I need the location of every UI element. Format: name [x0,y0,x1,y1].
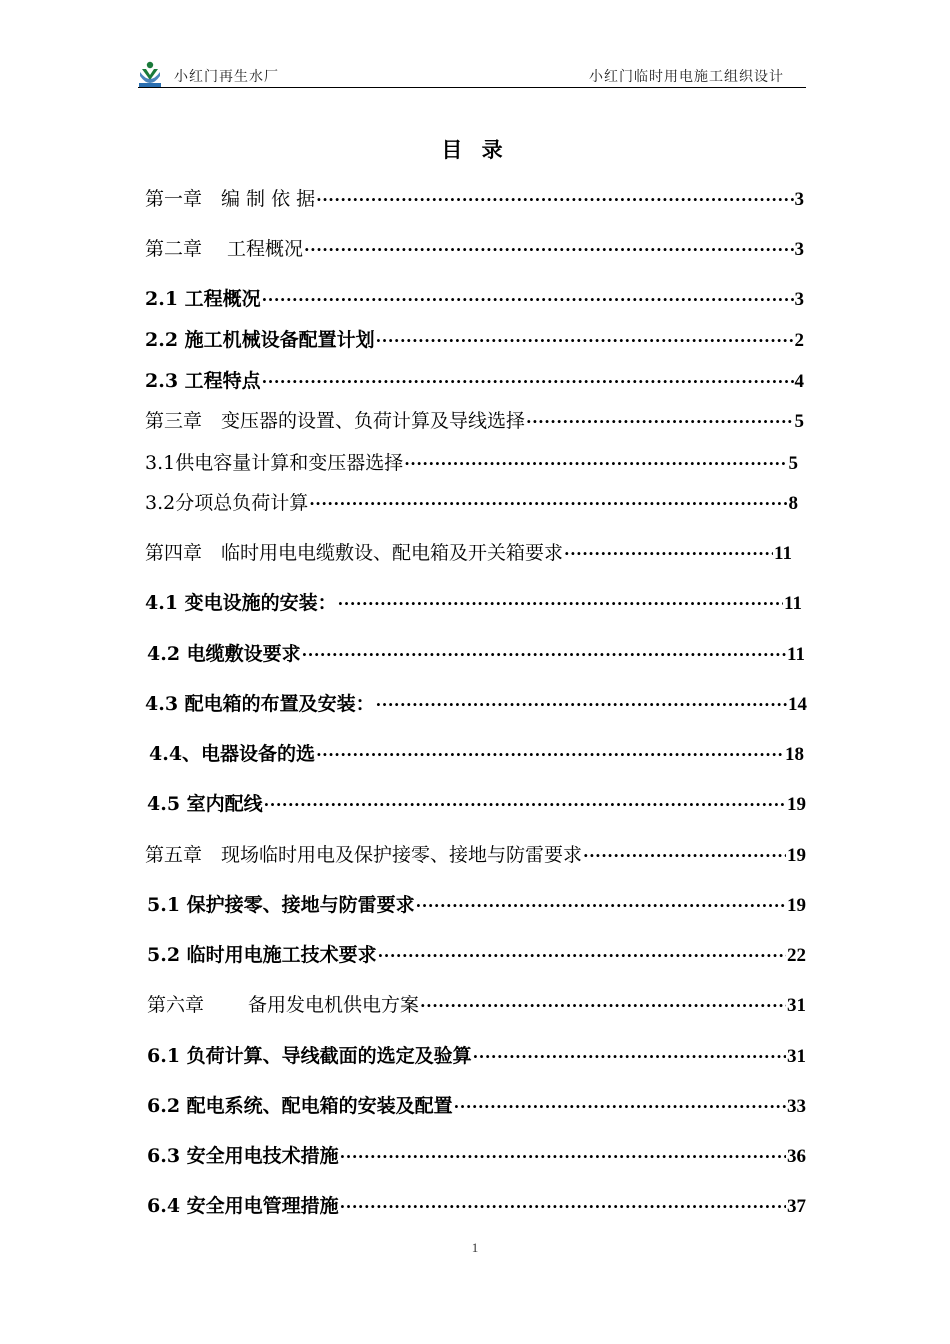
toc-entry-page: 33 [787,1096,806,1117]
toc-entry[interactable] [147,1191,806,1218]
toc-entry[interactable] [145,325,804,352]
toc-entry[interactable] [147,789,806,816]
toc-entry-label: 6.1 负荷计算、导线截面的选定及验算 [147,1045,472,1067]
toc-entry-label: 第六章 备用发电机供电方案 [147,994,420,1016]
toc-entry-label: 5.1 保护接零、接地与防雷要求 [147,894,415,916]
toc-leader-dots [376,695,787,714]
toc-entry-page: 19 [787,895,806,916]
toc-entry-label: 2.1 工程概况 [145,288,261,310]
toc-entry-page: 18 [785,744,804,765]
toc-entry-label: 6.3 安全用电技术措施 [147,1145,339,1167]
toc-entry-label: 2.3 工程特点 [145,370,261,392]
toc-entry[interactable] [145,689,807,716]
toc-leader-dots [564,544,773,563]
toc-leader-dots [338,594,783,613]
toc-entry-page: 31 [787,995,806,1016]
toc-leader-dots [376,331,794,350]
toc-entry[interactable] [145,366,804,393]
toc-entry-page: 4 [794,371,804,392]
toc-entry-label: 6.4 安全用电管理措施 [147,1195,339,1217]
toc-entry[interactable] [145,184,804,211]
toc-leader-dots [583,846,786,865]
toc-entry-page: 11 [774,543,792,564]
toc-leader-dots [416,896,786,915]
toc-entry[interactable] [145,588,802,615]
toc-entry-label: 5.2 临时用电施工技术要求 [147,944,377,966]
toc-entry-page: 11 [787,644,805,665]
toc-entry[interactable] [147,1041,806,1068]
toc-entry-page: 22 [787,945,806,966]
toc-entry[interactable] [147,940,806,967]
toc-entry[interactable] [145,284,804,311]
toc-leader-dots [304,240,793,259]
toc-entry-page: 8 [788,493,798,514]
toc-leader-dots [473,1047,786,1066]
toc-entry-label: 第四章 临时用电电缆敷设、配电箱及开关箱要求 [145,542,564,564]
toc-entry[interactable] [145,406,804,433]
toc-entry[interactable] [147,990,806,1017]
header-doc-title: 小红门临时用电施工组织设计 [589,69,784,85]
page-number: 1 [471,1240,479,1255]
toc-entry[interactable] [145,448,798,475]
toc-entry-label: 4.5 室内配线 [147,793,263,815]
toc-entry-label: 4.4、电器设备的选 [149,743,316,765]
toc-entry[interactable] [145,538,792,565]
toc-entry-page: 11 [784,593,802,614]
toc-entry-label: 4.2 电缆敷设要求 [147,643,301,665]
toc-entry-label: 4.3 配电箱的布置及安装： [145,693,375,715]
header-org-name: 小红门再生水厂 [174,69,279,85]
toc-leader-dots [262,290,794,309]
toc-entry[interactable] [147,1141,806,1168]
toc-leader-dots [378,946,786,965]
toc-leader-dots [316,745,784,764]
toc-entry[interactable] [145,488,798,515]
toc-entry-page: 3 [794,189,804,210]
toc-entry-label: 第三章 变压器的设置、负荷计算及导线选择 [145,410,526,432]
toc-entry-page: 5 [788,453,798,474]
toc-entry-label: 3.2分项总负荷计算 [145,492,309,514]
toc-leader-dots [302,645,786,664]
toc-entry-label: 3.1供电容量计算和变压器选择 [145,452,404,474]
toc-entry-label: 第五章 现场临时用电及保护接零、接地与防雷要求 [145,844,583,866]
toc-entry-page: 14 [788,694,807,715]
toc-entry-page: 36 [787,1146,806,1167]
toc-entry[interactable] [147,1091,806,1118]
toc-entry-label: 2.2 施工机械设备配置计划 [145,329,375,351]
header-rule [138,87,806,88]
page-header [138,56,806,90]
toc-entry-page: 3 [794,239,804,260]
toc-entry-page: 5 [794,411,804,432]
toc-entry-page: 19 [787,794,806,815]
toc-leader-dots [340,1197,786,1216]
toc-entry-page: 19 [787,845,806,866]
toc-entry-label: 第二章 工程概况 [145,238,304,260]
toc-leader-dots [262,372,794,391]
toc-entry[interactable] [147,890,806,917]
page-title: 目 录 [441,137,509,162]
toc-entry-label: 6.2 配电系统、配电箱的安装及配置 [147,1095,453,1117]
toc-entry-page: 2 [794,330,804,351]
toc-leader-dots [316,190,793,209]
toc-entry-page: 31 [787,1046,806,1067]
toc-leader-dots [309,494,787,513]
company-logo-icon [138,60,162,88]
toc-leader-dots [340,1147,786,1166]
toc-entry-label: 4.1 变电设施的安装： [145,592,337,614]
toc-leader-dots [420,996,786,1015]
toc-entry[interactable] [145,234,804,261]
toc-entry-page: 3 [794,289,804,310]
toc-entry-label: 第一章 编 制 依 据 [145,188,316,210]
toc-entry[interactable] [147,639,805,666]
toc-entry-page: 37 [787,1196,806,1217]
toc-leader-dots [404,454,787,473]
toc-leader-dots [264,795,786,814]
toc-leader-dots [454,1097,786,1116]
toc-leader-dots [526,412,793,431]
toc-entry[interactable] [149,739,804,766]
toc-entry[interactable] [145,840,806,867]
